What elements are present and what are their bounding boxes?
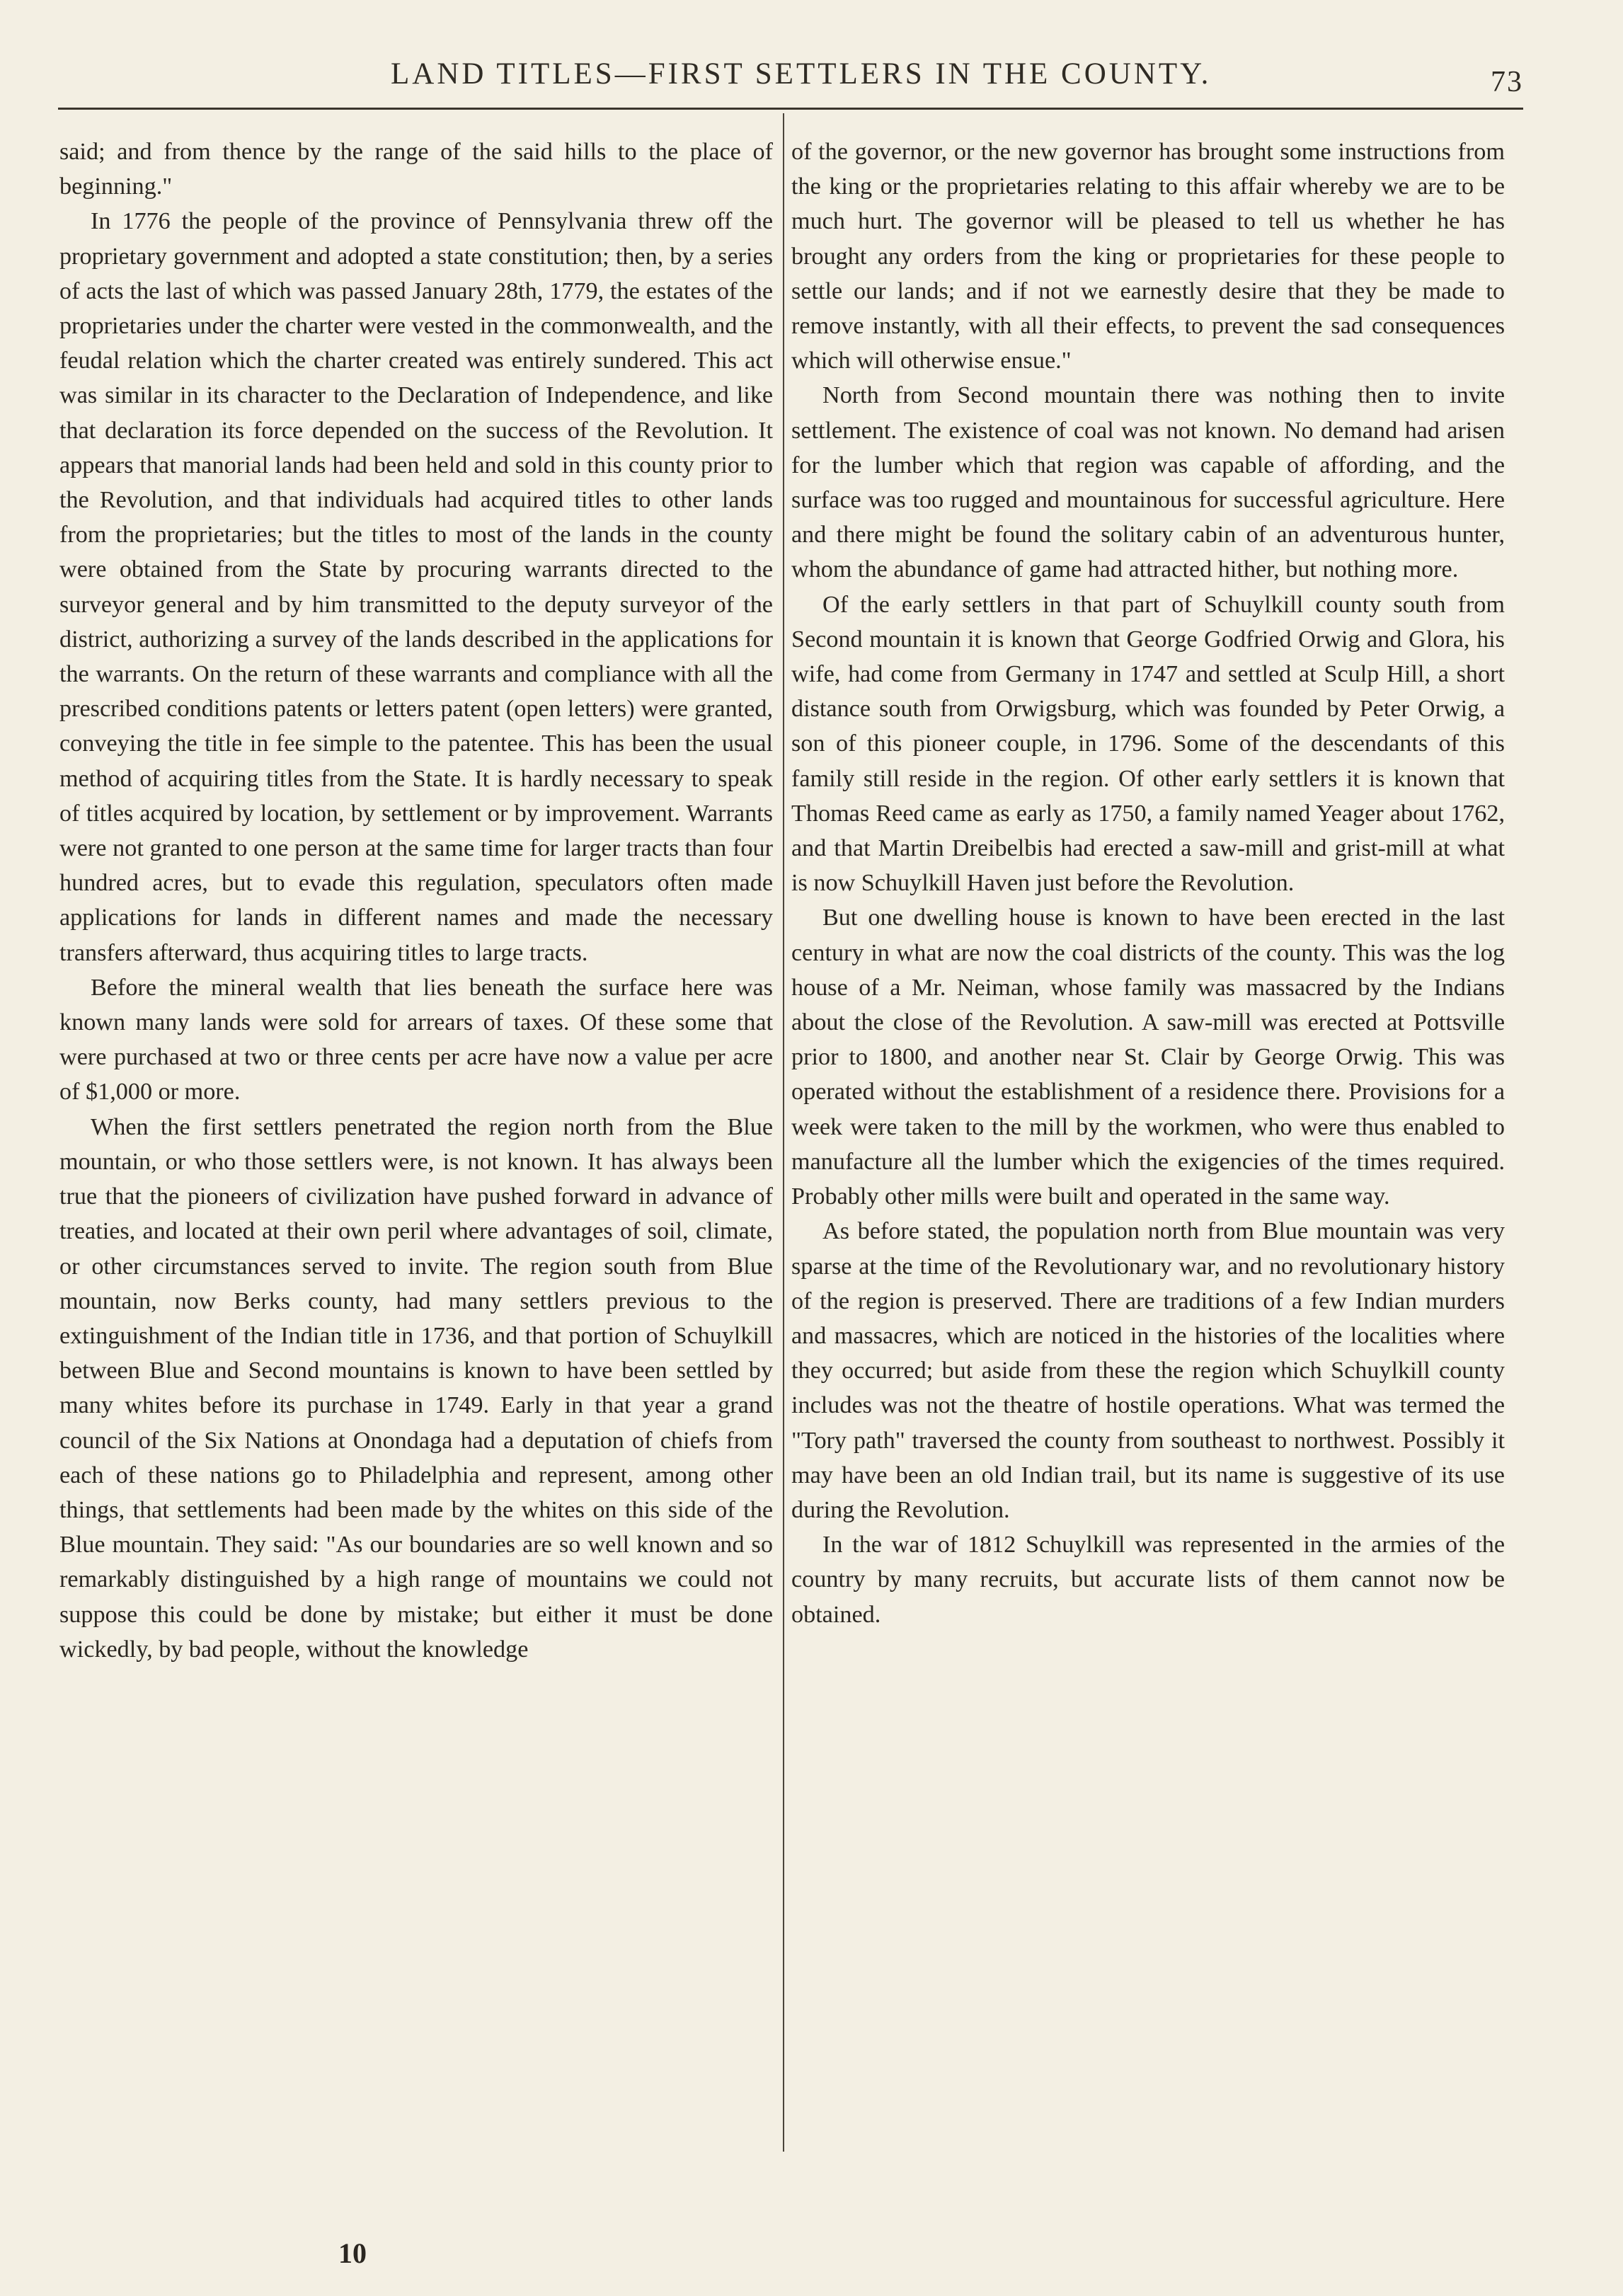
column-divider — [783, 113, 784, 2152]
left-column — [59, 134, 773, 1667]
page-number: 73 — [1491, 66, 1523, 98]
page-header — [58, 51, 1523, 115]
paragraph: North from Second mountain there was nothing then to invite settlement. The existence of coal was not known. No demand had arisen for the lumber which that region was capable of affording, and the surface was too rugged and mountainous for successful agriculture. Here and there might be found the solitary cabin of an adventurous hunter, whom the abundance of game had attracted hither, but nothing more. — [791, 382, 1505, 583]
signature-mark: 10 — [338, 2237, 367, 2269]
paragraph: But one dwelling house is known to have been erected in the last century in what are now the coal districts of the county. This was the log house of a Mr. Neiman, whose family was massacred by the Indians about the close of the Revolution. A saw-mill was erected at Pottsville prior to 1800, and another near St. Clair by George Orwig. This was operated without the establishment of a residence there. Provisions for a week were taken to the mill by the workmen, who were thus enabled to manufacture all the lumber which the exigencies of the times required. Probably other mills were built and operated in the same way. — [791, 905, 1505, 1210]
paragraph: When the first settlers penetrated the region north from the Blue mountain, or who those settlers were, is not known. It has always been true that the pioneers of civilization have pushed forward in advance of treaties, and located at their own peril where advantages of soil, climate, or other circumstances served to invite. The region south from Blue mountain, now Berks county, had many settlers previous to the extinguishment of the Indian title in 1736, and that portion of Schuylkill between Blue and Second mountains is known to have been settled by many whites before its purchase in 1749. Early in that year a grand council of the Six Nations at Onondaga had a deputation of chiefs from each of these nations go to Philadelphia and represent, among other things, that settlements had been made by the whites on this side of the Blue mountain. They said: "As our boundaries are so well known and so remarkably distinguished by a high range of mountains we could not suppose this could be done by mistake; but either it must be done wickedly, by bad people, without the knowledge — [59, 1113, 773, 1663]
paragraph: In the war of 1812 Schuylkill was represented in the armies of the country by many recruits, but accurate lists of them cannot now be obtained. — [791, 1532, 1505, 1628]
paragraph: Before the mineral wealth that lies beneath the surface here was known many lands were sold for arrears of taxes. Of these some that were purchased at two or three cents per acre have now a value per acre of $1,000 or more. — [59, 974, 773, 1106]
paragraph: Of the early settlers in that part of Schuylkill county south from Second mountain it is known that George Godfried Orwig and Glora, his wife, had come from Germany in 1747 and settled at Sculp Hill, a short distance south from Orwigsburg, which was founded by Peter Orwig, a son of this pioneer couple, in 1796. Some of the descendants of this family still reside in the region. Of other early settlers it is known that Thomas Reed came as early as 1750, a family named Yeager about 1762, and that Martin Dreibelbis had erected a saw-mill and grist-mill at what is now Schuylkill Haven just before the Revolution. — [791, 591, 1505, 897]
paragraph: As before stated, the population north from Blue mountain was very sparse at the time of the Revolutionary war, and no revolutionary history of the region is preserved. There are traditions of a few Indian murders and massacres, which are noticed in the histories of the localities where they occurred; but aside from these the region which Schuylkill county includes was not the theatre of hostile operations. What was termed the "Tory path" traversed the county from southeast to northwest. Possibly it may have been an old Indian trail, but its name is suggestive of its use during the Revolution. — [791, 1218, 1505, 1523]
paragraph: said; and from thence by the range of the said hills to the place of beginning." — [59, 139, 773, 200]
right-column — [791, 134, 1505, 1632]
header-rule — [58, 108, 1523, 110]
running-head: LAND TITLES—FIRST SETTLERS IN THE COUNTY. — [391, 57, 1212, 91]
paragraph: In 1776 the people of the province of Pennsylvania threw off the proprietary government and adopted a state constitution; then, by a series of acts the last of which was passed January 28th, 1779, the estates of the proprietaries under the charter were vested in the commonwealth, and the feudal relation which the charter created was entirely sundered. This act was similar in its character to the Declaration of Independence, and like that declaration its force depended on the success of the Revolution. It appears that manorial lands had been held and sold in this county prior to the Revolution, and that individuals had acquired titles to other lands from the proprietaries; but the titles to most of the lands in the county were obtained from the State by procuring warrants directed to the surveyor general and by him transmitted to the deputy surveyor of the district, authorizing a survey of the lands described in the applications for the warrants. On the return of these warrants and compliance with all the prescribed conditions patents or letters patent (open letters) were granted, conveying the title in fee simple to the patentee. This has been the usual method of acquiring titles from the State. It is hardly necessary to speak of titles acquired by location, by settlement or by improvement. Warrants were not granted to one person at the same time for larger tracts than four hundred acres, but to evade this regulation, speculators often made applications for lands in different names and made the necessary transfers afterward, thus acquiring titles to large tracts. — [59, 208, 773, 966]
paragraph: of the governor, or the new governor has brought some instructions from the king or the proprietaries relating to this affair whereby we are to be much hurt. The governor will be pleased to tell us whether he has brought any orders from the king or proprietaries for these people to settle our lands; and if not we earnestly desire that they be made to remove instantly, with all their effects, to prevent the sad consequences which will otherwise ensue." — [791, 139, 1505, 374]
